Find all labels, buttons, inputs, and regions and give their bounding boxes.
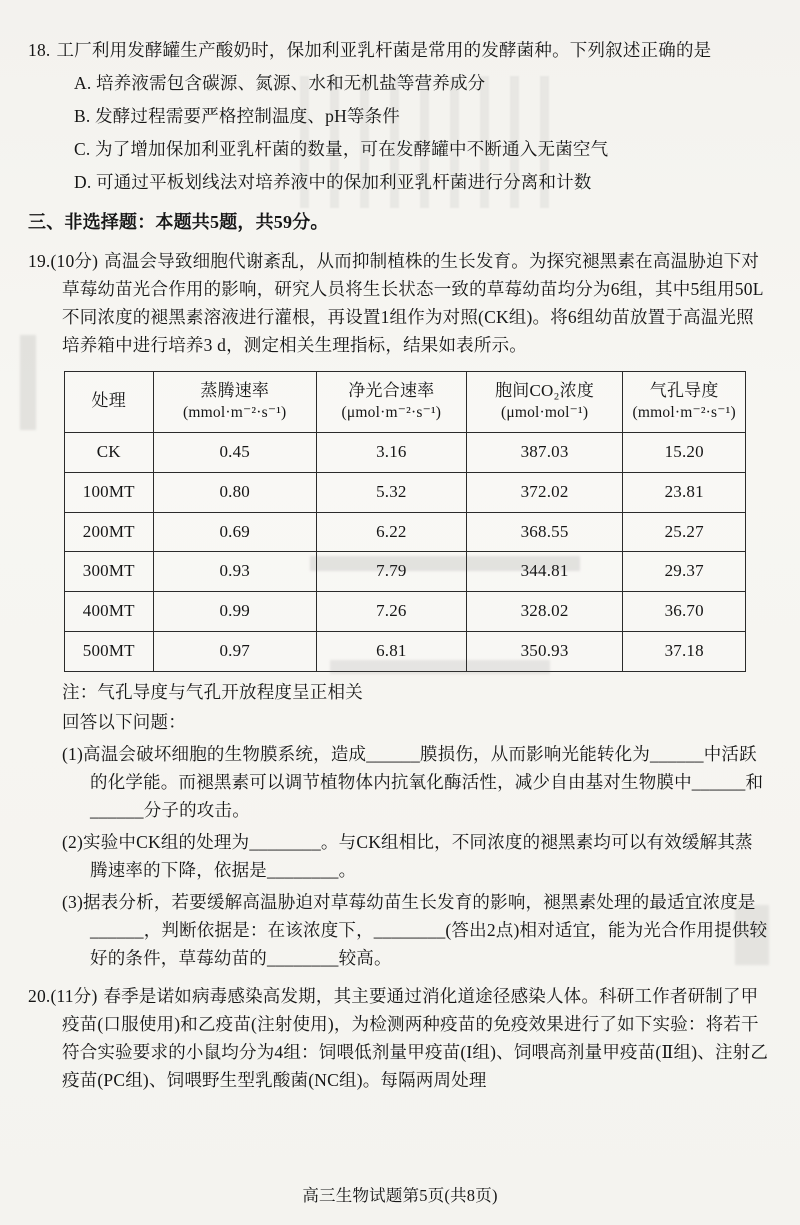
table-cell: 100MT xyxy=(65,472,154,512)
table-cell: 387.03 xyxy=(466,432,623,472)
sub-question-text: 实验中CK组的处理为________。与CK组相比，不同浓度的褪黑素均可以有效缓解其蒸腾速率的下降，依据是________。 xyxy=(83,832,753,881)
question-19-intro-line xyxy=(28,247,770,359)
table-cell: 6.22 xyxy=(316,512,466,552)
question-19-body xyxy=(62,371,770,972)
question-18-option-b: B. 发酵过程需要严格控制温度、pH等条件 xyxy=(74,106,401,126)
header-unit: (mmol·m⁻²·s⁻¹) xyxy=(183,403,287,421)
sub-question-text: 高温会破坏细胞的生物膜系统，造成______膜损伤，从而影响光能转化为______中活跃的化学能。而褪黑素可以调节植物体内抗氧化酶活性，减少自由基对生物膜中______和______分子的攻击。 xyxy=(83,744,764,821)
header-name: 蒸腾速率 xyxy=(200,380,270,400)
sub-question-text: 据表分析，若要缓解高温胁迫对草莓幼苗生长发育的影响，褪黑素处理的最适宜浓度是______，判断依据是：在该浓度下，________(答出2点)相对适宜，能为光合作用提供较好的条件，草莓幼苗的________较高。 xyxy=(83,892,768,969)
table-cell: 300MT xyxy=(65,552,154,592)
sub-question-label: (3) xyxy=(62,892,84,913)
q19-results-table xyxy=(64,371,746,672)
page-footer: 高三生物试题第5页(共8页) xyxy=(302,1185,498,1205)
table-cell: 328.02 xyxy=(466,592,623,632)
table-cell: 7.79 xyxy=(316,552,466,592)
table-row xyxy=(65,472,746,512)
table-header-cell-net-photosynthesis xyxy=(316,371,466,432)
table-cell: 372.02 xyxy=(466,472,623,512)
table-row xyxy=(65,592,746,632)
table-cell: 0.69 xyxy=(153,512,316,552)
table-cell: 6.81 xyxy=(316,632,466,672)
header-name: 气孔导度 xyxy=(649,380,719,400)
header-unit: (mmol·m⁻²·s⁻¹) xyxy=(632,403,736,421)
table-cell: 0.99 xyxy=(153,592,316,632)
table-cell: 37.18 xyxy=(623,632,746,672)
question-19-sub-1 xyxy=(62,740,770,824)
table-header-cell-stomatal-conductance xyxy=(623,371,746,432)
question-19-number: 19.(10分) xyxy=(28,250,99,271)
table-cell: 3.16 xyxy=(316,432,466,472)
answer-prompt: 回答以下问题： xyxy=(62,712,186,733)
header-name: 处理 xyxy=(91,391,126,411)
table-header-row xyxy=(65,371,746,432)
header-unit: (μmol·m⁻²·s⁻¹) xyxy=(341,403,442,421)
question-18-option-a: A. 培养液需包含碳源、氮源、水和无机盐等营养成分 xyxy=(74,73,486,93)
table-cell: 5.32 xyxy=(316,472,466,512)
table-header-cell-treatment xyxy=(65,371,154,432)
question-19 xyxy=(28,247,770,972)
table-cell: 0.45 xyxy=(153,432,316,472)
table-cell: 0.93 xyxy=(153,552,316,592)
table-row xyxy=(65,432,746,472)
sub-question-label: (2) xyxy=(62,832,84,853)
table-cell: 200MT xyxy=(65,512,154,552)
table-cell: 350.93 xyxy=(466,632,623,672)
table-cell: 23.81 xyxy=(623,472,746,512)
table-cell: 368.55 xyxy=(466,512,623,552)
section-heading: 三、非选择题：本题共5题，共59分。 xyxy=(28,212,329,232)
table-header-cell-co2-concentration xyxy=(466,371,623,432)
question-19-intro: 高温会导致细胞代谢紊乱，从而抑制植株的生长发育。为探究褪黑素在高温胁迫下对草莓幼苗光合作用的影响，研究人员将生长状态一致的草莓幼苗均分为6组，其中5组用50L不同浓度的褪黑素溶液进行灌根，再设置1组作为对照(CK组)。将6组幼苗放置于高温光照培养箱中进行培养3 d，测定相关生理指标，结果如表所示。 xyxy=(62,250,764,355)
table-cell: 400MT xyxy=(65,592,154,632)
table-note: 注：气孔导度与气孔开放程度呈正相关 xyxy=(62,682,363,703)
q19-table-head xyxy=(65,371,746,432)
header-name: 胞间CO₂浓度 xyxy=(495,380,595,400)
question-20-intro: 春季是诺如病毒感染高发期，其主要通过消化道途径感染人体。科研工作者研制了甲疫苗(口服使用)和乙疫苗(注射使用)，为检测两种疫苗的免疫效果进行了如下实验：将若干符合实验要求的小鼠均分为4组：饲喂低剂量甲疫苗(I组)、饲喂高剂量甲疫苗(Ⅱ组)、注射乙疫苗(PC组)、饲喂野生型乳酸菌(NC组)。每隔两周处理 xyxy=(62,986,769,1091)
question-20-number: 20.(11分) xyxy=(28,986,98,1007)
header-unit: (μmol·mol⁻¹) xyxy=(500,403,589,421)
table-cell: 7.26 xyxy=(316,592,466,632)
table-header-cell-transpiration xyxy=(153,371,316,432)
table-cell: 0.97 xyxy=(153,632,316,672)
question-18-option-c: C. 为了增加保加利亚乳杆菌的数量，可在发酵罐中不断通入无菌空气 xyxy=(74,139,609,159)
table-row xyxy=(65,552,746,592)
table-row xyxy=(65,512,746,552)
header-name: 净光合速率 xyxy=(348,380,435,400)
table-cell: 25.27 xyxy=(623,512,746,552)
table-cell: 36.70 xyxy=(623,592,746,632)
table-cell: 15.20 xyxy=(623,432,746,472)
question-18-number: 18. xyxy=(28,40,51,60)
table-cell: 0.80 xyxy=(153,472,316,512)
table-cell: 500MT xyxy=(65,632,154,672)
question-19-sub-2 xyxy=(62,828,770,884)
question-18-stem-line xyxy=(28,36,770,64)
question-18-option-d: D. 可通过平板划线法对培养液中的保加利亚乳杆菌进行分离和计数 xyxy=(74,172,592,192)
question-18-stem: 工厂利用发酵罐生产酸奶时，保加利亚乳杆菌是常用的发酵菌种。下列叙述正确的是 xyxy=(56,40,712,60)
table-cell: 29.37 xyxy=(623,552,746,592)
table-cell: CK xyxy=(65,432,154,472)
question-20 xyxy=(28,982,770,1094)
table-cell: 344.81 xyxy=(466,552,623,592)
question-18 xyxy=(28,36,770,196)
question-18-options xyxy=(28,69,770,196)
sub-question-label: (1) xyxy=(62,744,84,765)
table-row xyxy=(65,632,746,672)
q19-table-body xyxy=(65,432,746,672)
question-19-sub-3 xyxy=(62,888,770,972)
question-20-intro-line xyxy=(28,982,770,1094)
